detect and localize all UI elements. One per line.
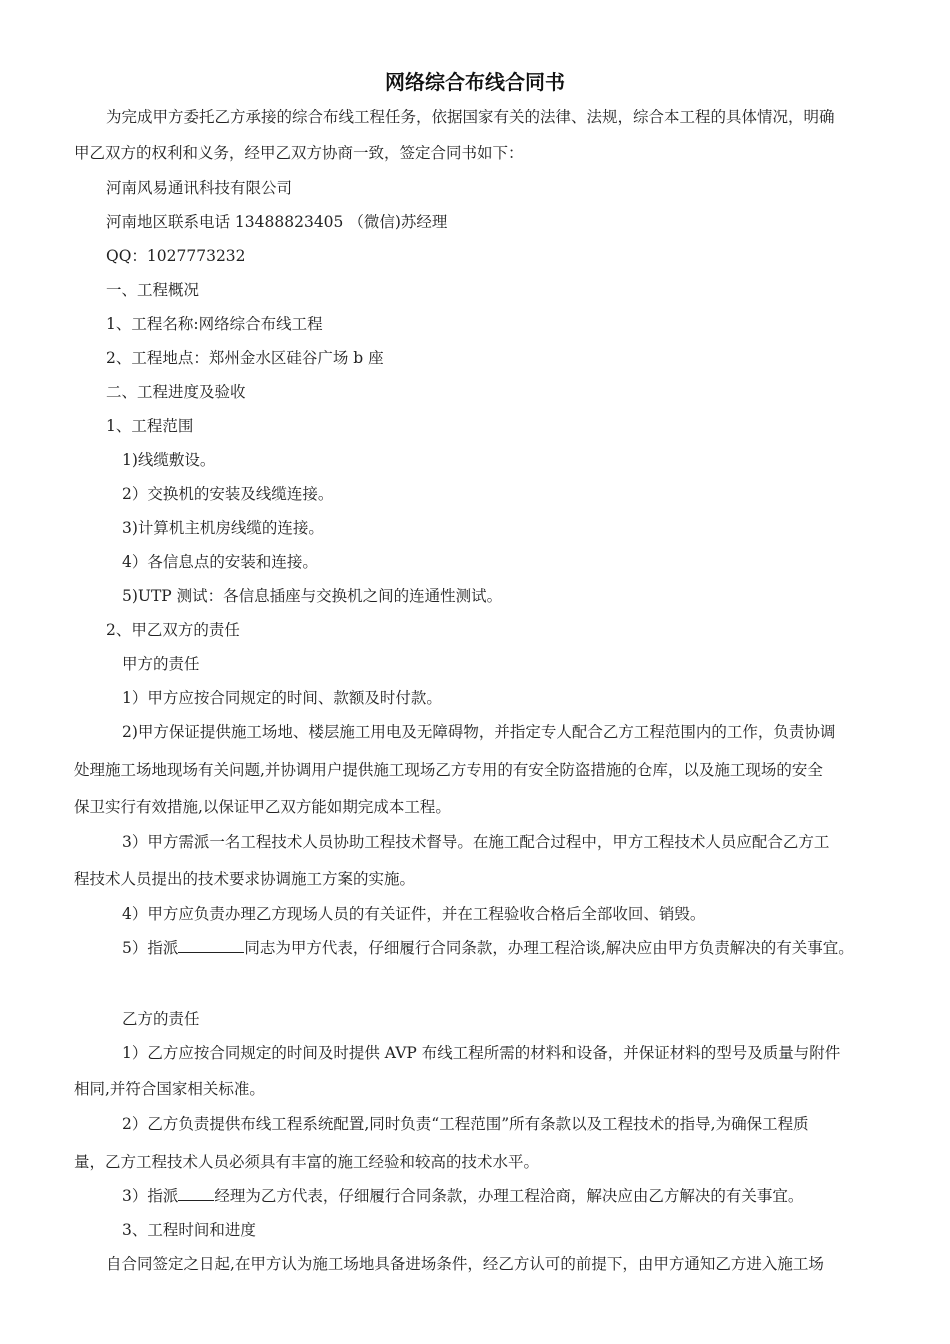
party-b-item-2-line-2: 量，乙方工程技术人员必须具有丰富的施工经验和较高的技术水平。 — [74, 1153, 540, 1171]
party-b-item-3-prefix: 3）指派 — [122, 1187, 179, 1205]
project-location: 2、工程地点：郑州金水区硅谷广场 b 座 — [106, 349, 384, 367]
contact-phone: 河南地区联系电话 13488823405 （微信)苏经理 — [106, 213, 448, 231]
scope-item-4: 4）各信息点的安装和连接。 — [122, 553, 318, 571]
party-a-item-5-prefix: 5）指派 — [122, 939, 179, 957]
project-name: 1、工程名称:网络综合布线工程 — [106, 315, 323, 333]
party-a-heading: 甲方的责任 — [122, 655, 200, 673]
scope-item-3: 3)计算机主机房线缆的连接。 — [122, 519, 324, 537]
party-b-item-3 — [122, 1185, 803, 1207]
party-b-item-1-line-1: 1）乙方应按合同规定的时间及时提供 AVP 布线工程所需的材料和设备，并保证材料的型号及质量与附件 — [122, 1044, 841, 1062]
responsibilities-heading: 2、甲乙双方的责任 — [106, 621, 240, 639]
section-heading-progress: 二、工程进度及验收 — [106, 383, 246, 401]
representative-blank-b — [178, 1186, 214, 1201]
section-heading-overview: 一、工程概况 — [106, 281, 200, 299]
party-a-item-3-line-1: 3）甲方需派一名工程技术人员协助工程技术督导。在施工配合过程中，甲方工程技术人员应配合乙方工 — [122, 833, 830, 851]
contact-qq: QQ：1027773232 — [106, 247, 246, 265]
intro-line-2: 甲乙双方的权利和义务，经甲乙双方协商一致，签定合同书如下： — [74, 144, 524, 162]
party-b-item-1-line-2: 相同,并符合国家相关标准。 — [74, 1080, 265, 1098]
schedule-heading: 3、工程时间和进度 — [122, 1221, 256, 1239]
scope-item-5: 5)UTP 测试：各信息插座与交换机之间的连通性测试。 — [122, 587, 503, 605]
company-name: 河南风易通讯科技有限公司 — [106, 179, 293, 197]
scope-heading: 1、工程范围 — [106, 417, 194, 435]
party-a-item-2-line-2: 处理施工场地现场有关问题,并协调用户提供施工现场乙方专用的有安全防盗措施的仓库，以及施工现场的安全 — [74, 761, 823, 779]
party-a-item-3-line-2: 程技术人员提出的技术要求协调施工方案的实施。 — [74, 870, 416, 888]
scope-item-2: 2）交换机的安装及线缆连接。 — [122, 485, 334, 503]
party-a-item-1: 1）甲方应按合同规定的时间、款额及时付款。 — [122, 689, 442, 707]
party-b-item-3-suffix: 经理为乙方代表，仔细履行合同条款，办理工程洽商，解决应由乙方解决的有关事宜。 — [214, 1187, 804, 1205]
party-a-item-5-suffix: 同志为甲方代表，仔细履行合同条款，办理工程洽谈,解决应由甲方负责解决的有关事宜。 — [244, 939, 854, 957]
party-a-item-2-line-1: 2)甲方保证提供施工场地、楼层施工用电及无障碍物，并指定专人配合乙方工程范围内的工作，负责协调 — [122, 723, 836, 741]
intro-line-1: 为完成甲方委托乙方承接的综合布线工程任务，依据国家有关的法律、法规，综合本工程的具体情况，明确 — [106, 108, 835, 126]
schedule-text: 自合同签定之日起,在甲方认为施工场地具备进场条件，经乙方认可的前提下，由甲方通知乙方进入施工场 — [106, 1255, 824, 1273]
party-b-heading: 乙方的责任 — [122, 1010, 200, 1028]
party-a-item-5 — [122, 937, 854, 959]
document-title: 网络综合布线合同书 — [385, 70, 565, 94]
scope-item-1: 1)线缆敷设。 — [122, 451, 216, 469]
party-a-item-2-line-3: 保卫实行有效措施,以保证甲乙双方能如期完成本工程。 — [74, 798, 451, 816]
party-b-item-2-line-1: 2）乙方负责提供布线工程系统配置,同时负责“工程范围”所有条款以及工程技术的指导,为确保工程质 — [122, 1115, 809, 1133]
party-a-item-4: 4）甲方应负责办理乙方现场人员的有关证件，并在工程验收合格后全部收回、销毁。 — [122, 905, 706, 923]
representative-blank-a — [178, 938, 244, 953]
